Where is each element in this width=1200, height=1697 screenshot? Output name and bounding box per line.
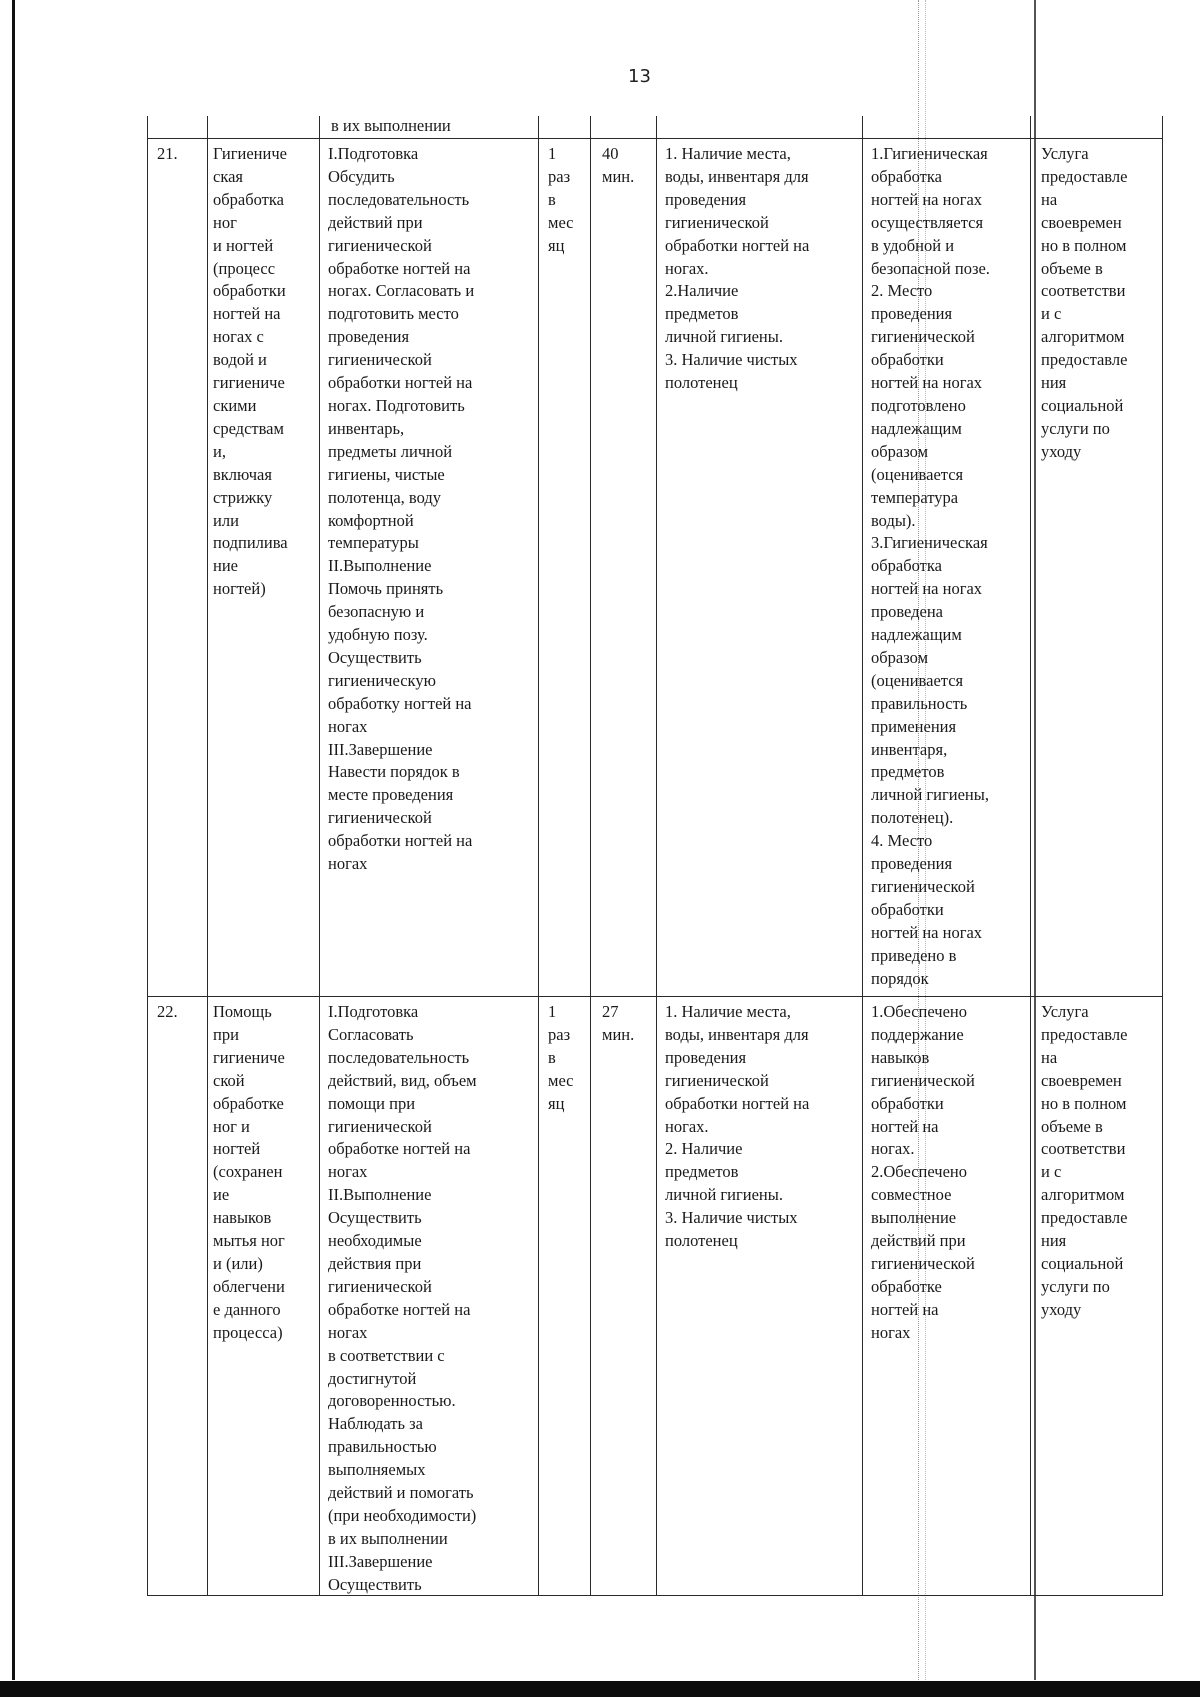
row-divider bbox=[147, 996, 1163, 997]
row-21-number: 21. bbox=[157, 144, 178, 163]
row-22-frequency: 1 раз в мес яц bbox=[548, 1002, 574, 1113]
row-22-result: Услуга предоставле на своевремен но в полном объеме в соответстви и с алгоритмом предоставле ния социальной услуги по уходу bbox=[1041, 1002, 1128, 1319]
row-22-number: 22. bbox=[157, 1002, 178, 1021]
row-22-conditions: 1. Наличие места, воды, инвентаря для проведения гигиенической обработки ногтей на ногах. 2. Наличие предметов личной гигиены. 3. Наличие чистых полотенец bbox=[665, 1002, 810, 1251]
row-21-frequency: 1 раз в мес яц bbox=[548, 144, 574, 255]
column-divider bbox=[319, 116, 320, 1596]
row-22-service-name: Помощь при гигиениче ской обработке ног и ногтей (сохранен ие навыков мытья ног и (или) облегчени е данного процесса) bbox=[213, 1002, 285, 1342]
row-21-conditions: 1. Наличие места, воды, инвентаря для проведения гигиенической обработки ногтей на ногах. 2.Наличие предметов личной гигиены. 3. Наличие чистых полотенец bbox=[665, 144, 810, 393]
scan-edge-left bbox=[12, 0, 15, 1680]
row-21-duration: 40 мин. bbox=[602, 144, 635, 186]
column-divider bbox=[538, 116, 539, 1596]
row-22-procedure: I.Подготовка Согласовать последовательность действий, вид, объем помощи при гигиенической обработке ногтей на ногах II.Выполнение Осуществить необходимые действия при гигиенической обработке ногтей на ногах в соответствии с достигнутой договоренностью. Наблюдать за правильностью выполняемых действий и помогать (при необходимости) в их выполнении III.Завершение Осуществить bbox=[328, 1002, 477, 1594]
scan-edge-bottom bbox=[0, 1681, 1200, 1697]
column-divider bbox=[1030, 116, 1031, 1596]
row-21-service-name: Гигиениче ская обработка ног и ногтей (процесс обработки ногтей на ногах с водой и гигиениче скими средствам и, включая стрижку или подпилива ние ногтей) bbox=[213, 144, 288, 599]
continuation-text: в их выполнении bbox=[331, 116, 451, 135]
column-divider bbox=[590, 116, 591, 1596]
column-divider bbox=[656, 116, 657, 1596]
row-divider bbox=[147, 138, 1163, 139]
row-21-result: Услуга предоставле на своевремен но в полном объеме в соответстви и с алгоритмом предоставле ния социальной услуги по уходу bbox=[1041, 144, 1128, 461]
column-divider bbox=[862, 116, 863, 1596]
table-border-right bbox=[1162, 116, 1163, 1596]
row-21-quality-criteria: 1.Гигиеническая обработка ногтей на ногах осуществляется в удобной и безопасной позе. 2. Место проведения гигиенической обработки ногтей на ногах подготовлено надлежащим образом (оценивается температура воды). 3.Гигиеническая обработка ногтей на ногах проведена надлежащим образом (оценивается правильность применения инвентаря, предметов личной гигиены, полотенец). 4. Место проведения гигиенической обработки ногтей на ногах приведено в порядок bbox=[871, 144, 990, 988]
column-divider bbox=[207, 116, 208, 1596]
table-border-bottom bbox=[147, 1595, 1163, 1596]
services-table bbox=[147, 116, 1163, 1596]
row-22-duration: 27 мин. bbox=[602, 1002, 635, 1044]
row-22-quality-criteria: 1.Обеспечено поддержание навыков гигиенической обработки ногтей на ногах. 2.Обеспечено совместное выполнение действий при гигиенической обработке ногтей на ногах bbox=[871, 1002, 975, 1342]
table-border-left bbox=[147, 116, 148, 1596]
row-21-procedure: I.Подготовка Обсудить последовательность действий при гигиенической обработке ногтей на ногах. Согласовать и подготовить место проведения гигиенической обработки ногтей на ногах. Подготовить инвентарь, предметы личной гигиены, чистые полотенца, воду комфортной температуры II.Выполнение Помочь принять безопасную и удобную позу. Осуществить гигиеническую обработку ногтей на ногах III.Завершение Навести порядок в месте проведения гигиенической обработки ногтей на ногах bbox=[328, 144, 475, 874]
page-number: 13 bbox=[628, 66, 651, 87]
